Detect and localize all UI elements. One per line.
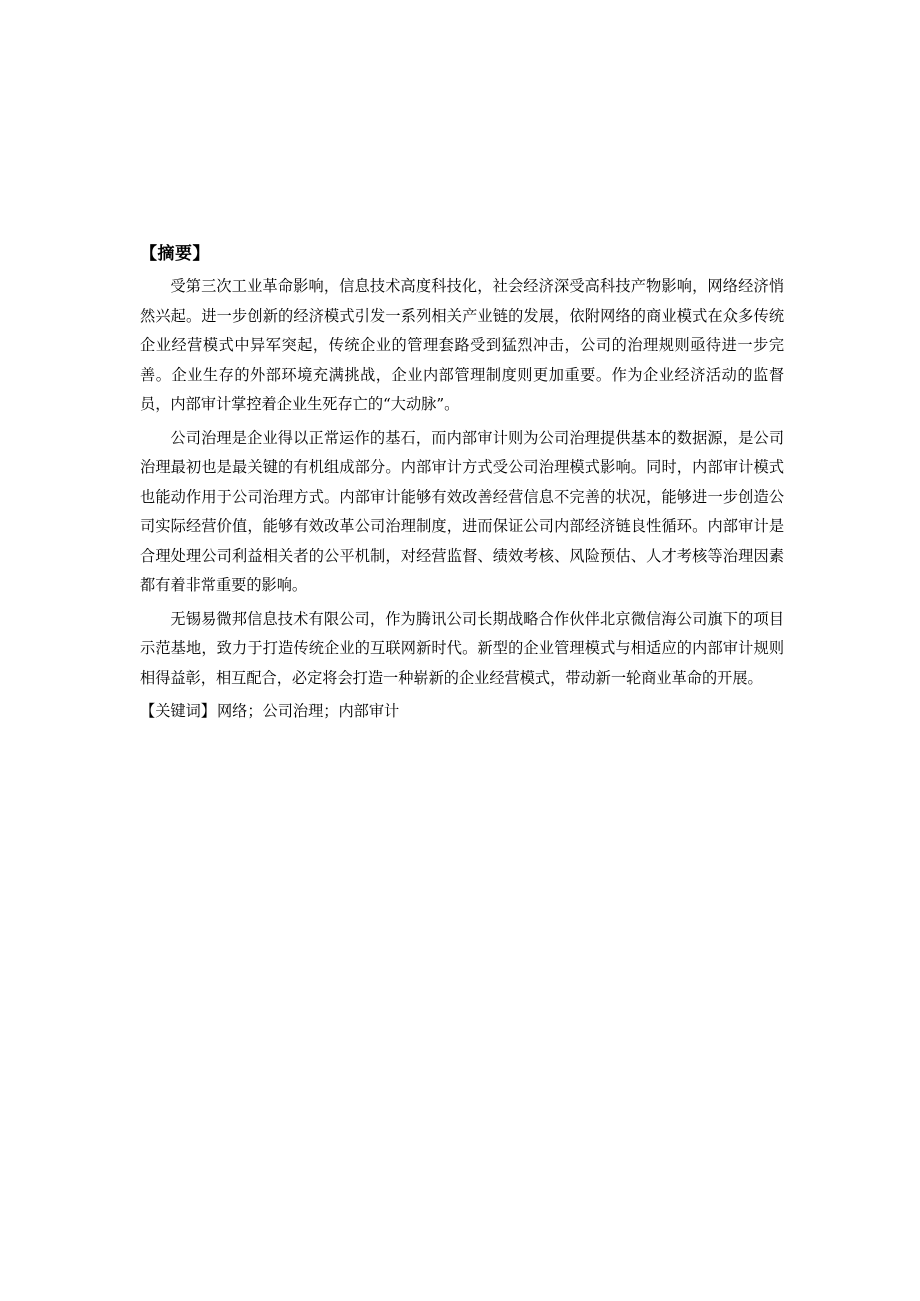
abstract-paragraph-3: 无锡易微邦信息技术有限公司，作为腾讯公司长期战略合作伙伴北京微信海公司旗下的项目示范基地，致力于打造传统企业的互联网新时代。新型的企业管理模式与相适应的内部审计规则相得益彰，相互配合，必定将会打造一种崭新的企业经营模式，带动新一轮商业革命的开展。 [140, 609, 784, 687]
keywords-line [140, 697, 784, 727]
abstract-paragraph-1: 受第三次工业革命影响，信息技术高度科技化，社会经济深受高科技产物影响，网络经济悄然兴起。进一步创新的经济模式引发一系列相关产业链的发展，依附网络的商业模式在众多传统企业经营模式中异军突起，传统企业的管理套路受到猛烈冲击，公司的治理规则亟待进一步完善。企业生存的外部环境充满挑战，企业内部管理制度则更加重要。作为企业经济活动的监督员，内部审计掌控着企业生死存亡的“大动脉”。 [140, 277, 784, 413]
abstract-paragraph-2: 公司治理是企业得以正常运作的基石，而内部审计则为公司治理提供基本的数据源，是公司治理最初也是最关键的有机组成部分。内部审计方式受公司治理模式影响。同时，内部审计模式也能动作用于公司治理方式。内部审计能够有效改善经营信息不完善的状况，能够进一步创造公司实际经营价值，能够有效改革公司治理制度，进而保证公司内部经济链良性循环。内部审计是合理处理公司利益相关者的公平机制，对经营监督、绩效考核、风险预估、人才考核等治理因素都有着非常重要的影响。 [140, 428, 784, 594]
abstract-heading: 【摘要】 [140, 244, 210, 264]
abstract-section [140, 238, 784, 727]
keywords-label: 【关键词】 [140, 702, 216, 720]
keywords-text: 网络；公司治理；内部审计 [216, 702, 400, 720]
